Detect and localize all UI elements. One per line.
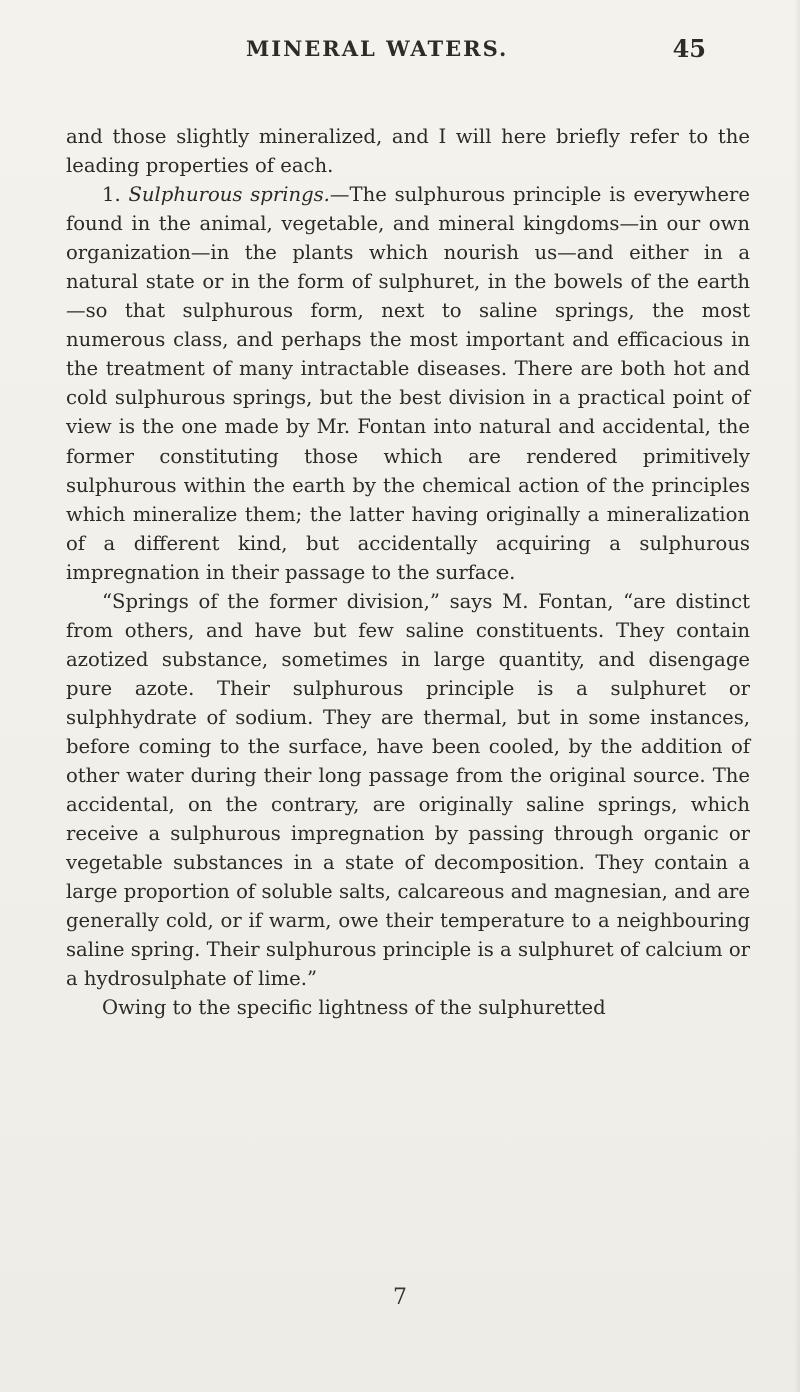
page-number: 45	[672, 34, 706, 63]
body-text	[66, 122, 750, 1022]
section-body: —The sulphurous principle is everywhere found in the animal, vegetable, and mineral kingdoms—in our own organization—in the plants which nourish us—and either in a natural state or in the form of sulphuret, in the bowels of the earth—so that sulphurous form, next to saline springs, the most numerous class, and perhaps the most important and efficacious in the treatment of many intractable diseases. There are both hot and cold sulphurous springs, but the best division in a practical point of view is the one made by Mr. Fontan into natural and accidental, the former constituting those which are rendered primitively sulphurous within the earth by the chemical action of the principles which mineralize them; the latter having originally a mineralization of a different kind, but accidentally acquiring a sulphurous impregnation in their passage to the surface.	[66, 183, 750, 584]
signature-mark: 7	[393, 1285, 407, 1310]
paragraph-fontan-quote: “Springs of the former division,” says M. Fontan, “are distinct from others, and have but few saline constituents. They contain azotized substance, sometimes in large quantity, and disengage pure azote. Their sulphurous principle is a sulphuret or sulphhydrate of sodium. They are thermal, but in some instances, before coming to the surface, have been cooled, by the addition of other water during their long passage from the original source. The accidental, on the contrary, are originally saline springs, which receive a sulphurous impregnation by passing through organic or vegetable substances in a state of decomposition. They contain a large proportion of soluble salts, calcareous and magnesian, and are generally cold, or if warm, owe their temperature to a neighbouring saline spring. Their sulphurous principle is a sulphuret of calcium or a hydrosulphate of lime.”	[66, 589, 750, 991]
page-header	[246, 36, 706, 76]
page-edge-shadow	[794, 0, 800, 1392]
running-title: MINERAL WATERS.	[246, 36, 509, 61]
section-number: 1.	[102, 183, 129, 207]
paragraph-sulphurous-springs	[66, 180, 750, 587]
paragraph-closing: Owing to the specific lightness of the sulphuretted	[102, 996, 606, 1020]
section-heading: Sulphurous springs.	[128, 183, 330, 207]
paragraph-intro: and those slightly mineralized, and I will here briefly refer to the leading properties of each.	[66, 125, 750, 178]
